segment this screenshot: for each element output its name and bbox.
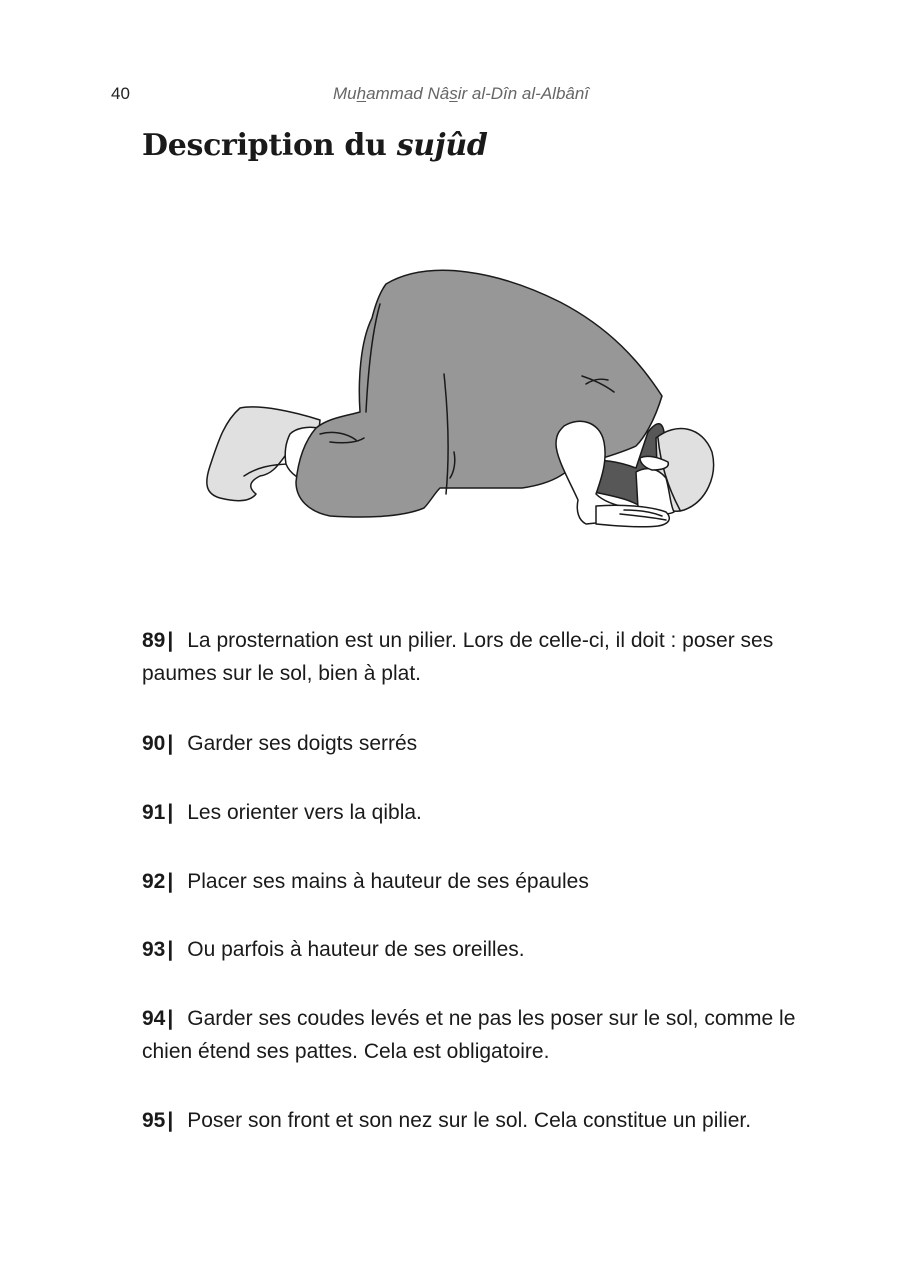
paragraph-number: 95 [142, 1109, 166, 1132]
paragraph-number: 93 [142, 938, 166, 961]
paragraph-separator: | [167, 1109, 174, 1132]
page-number: 40 [111, 84, 130, 103]
paragraph-number: 89 [142, 629, 166, 652]
paragraph-number: 91 [142, 801, 166, 824]
paragraph-95 [142, 1104, 802, 1137]
paragraph-text: La prosternation est un pilier. Lors de celle-ci, il doit : poser ses paumes sur le sol, bien à plat. [142, 629, 774, 685]
paragraph-89 [142, 624, 802, 690]
paragraph-94 [142, 1002, 802, 1068]
paragraph-text: Garder ses coudes levés et ne pas les poser sur le sol, comme le chien étend ses pattes. Cela est obligatoire. [142, 1007, 796, 1063]
paragraph-number: 90 [142, 732, 166, 755]
author-part-underlined: h [356, 84, 367, 103]
author-part: ir al-Dîn al-Albânî [457, 84, 590, 103]
section-title-prefix: Description du [142, 128, 397, 163]
paragraph-separator: | [167, 938, 174, 961]
illustration [200, 262, 722, 538]
paragraph-90 [142, 727, 802, 760]
author-part-underlined: s [449, 84, 458, 103]
paragraph-separator: | [167, 629, 174, 652]
paragraph-separator: | [167, 1007, 174, 1030]
running-header [0, 84, 922, 104]
paragraph-text: Garder ses doigts serrés [187, 732, 418, 755]
paragraph-number: 92 [142, 870, 166, 893]
section-title-italic: sujûd [396, 128, 488, 163]
paragraph-separator: | [167, 870, 174, 893]
author-part: Mu [332, 84, 357, 103]
paragraph-separator: | [167, 732, 174, 755]
prostration-figure-icon [200, 262, 722, 538]
paragraph-text: Les orienter vers la qibla. [187, 801, 422, 824]
paragraph-text: Poser son front et son nez sur le sol. Cela constitue un pilier. [187, 1109, 752, 1132]
paragraph-92 [142, 865, 802, 898]
paragraph-separator: | [167, 801, 174, 824]
paragraph-text: Ou parfois à hauteur de ses oreilles. [187, 938, 525, 961]
author-part: ammad Nâ [366, 84, 450, 103]
paragraph-text: Placer ses mains à hauteur de ses épaules [187, 870, 589, 893]
paragraph-91 [142, 796, 802, 829]
section-title [142, 128, 488, 163]
paragraph-number: 94 [142, 1007, 166, 1030]
paragraph-93 [142, 933, 802, 966]
